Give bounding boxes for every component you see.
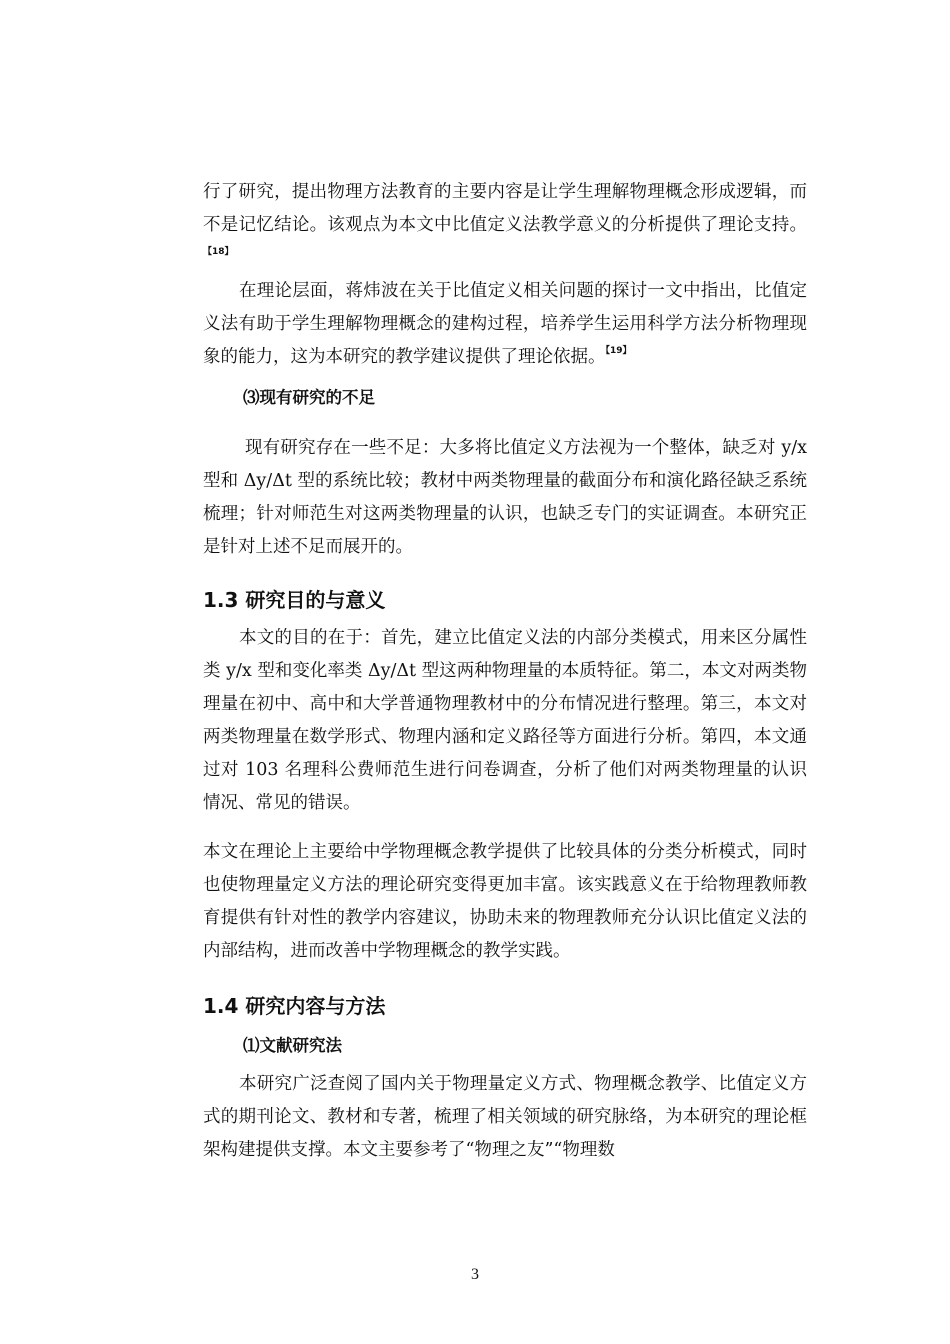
paragraph-1 bbox=[203, 176, 807, 275]
citation-19: 【19】 bbox=[605, 346, 632, 356]
page-body bbox=[203, 176, 807, 1167]
paragraph-4: 本文的目的在于：首先，建立比值定义法的内部分类模式，用来区分属性类 y/x 型和变化率类 Δy/Δt 型这两种物理量的本质特征。第二，本文对两类物理量在初中、高中和大学普通物理教材中的分布情况进行整理。第三，本文对两类物理量在数学形式、物理内涵和定义路径等方面进行分析。第四，本文通过对 103 名理科公费师范生进行问卷调查，分析了他们对两类物理量的认识情况、常见的错误。 bbox=[203, 628, 807, 813]
paragraph-3: 现有研究存在一些不足：大多将比值定义方法视为一个整体，缺乏对 y/x 型和 Δy/Δt 型的系统比较；教材中两类物理量的截面分布和演化路径缺乏系统梳理；针对师范生对这两类物理量的认识，也缺乏专门的实证调查。本研究正是针对上述不足而展开的。 bbox=[203, 438, 807, 557]
paragraph-1-text: 行了研究，提出物理方法教育的主要内容是让学生理解物理概念形成逻辑，而不是记忆结论。该观点为本文中比值定义法教学意义的分析提供了理论支持。 bbox=[203, 182, 807, 235]
subheading-literature-method: ⑴文献研究法 bbox=[243, 1036, 342, 1055]
section-heading-1-3: 1.3 研究目的与意义 bbox=[203, 588, 386, 612]
paragraph-6: 本研究广泛查阅了国内关于物理量定义方式、物理概念教学、比值定义方式的期刊论文、教材和专著，梳理了相关领域的研究脉络，为本研究的理论框架构建提供支撑。本文主要参考了“物理之友”“物理数 bbox=[203, 1074, 807, 1160]
subheading-shortcomings: ⑶现有研究的不足 bbox=[243, 388, 375, 407]
citation-18: 【18】 bbox=[203, 247, 234, 257]
section-heading-1-4: 1.4 研究内容与方法 bbox=[203, 994, 386, 1018]
paragraph-2-text: 在理论层面，蒋炜波在关于比值定义相关问题的探讨一文中指出，比值定义法有助于学生理解物理概念的建构过程，培养学生运用科学方法分析物理现象的能力，这为本研究的教学建议提供了理论依据。 bbox=[203, 281, 807, 367]
paragraph-5: 本文在理论上主要给中学物理概念教学提供了比较具体的分类分析模式，同时也使物理量定义方法的理论研究变得更加丰富。该实践意义在于给物理教师教育提供有针对性的教学内容建议，协助未来的物理教师充分认识比值定义法的内部结构，进而改善中学物理概念的教学实践。 bbox=[203, 842, 807, 961]
page-number: 3 bbox=[471, 1266, 479, 1283]
paragraph-2 bbox=[203, 275, 807, 374]
